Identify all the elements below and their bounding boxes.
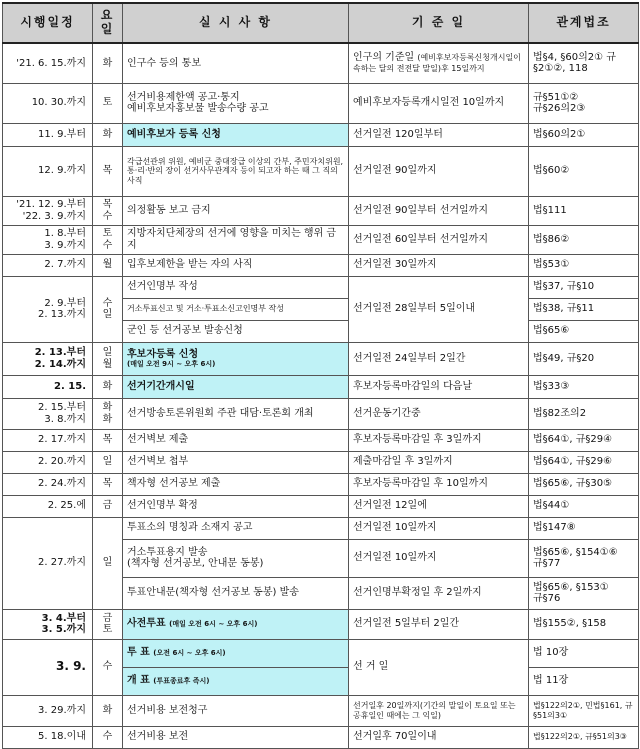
header-law: 관계법조 — [529, 3, 639, 43]
day-line: 수 — [102, 239, 113, 251]
standard-cell: 선거일후 20일까지(기간의 말일이 토요일 또는 공휴일인 때에는 그 익일) — [349, 695, 529, 726]
standard-cell: 선거일전 10일까지 — [349, 539, 529, 577]
day-line: 일 — [102, 309, 113, 320]
day-line: 목 — [102, 199, 113, 210]
table-row — [3, 695, 639, 726]
law-cell: 법§33③ — [529, 375, 639, 398]
item-line: 거소투표용지 발송 — [127, 546, 208, 558]
item-cell: 군인 등 선거공보 발송신청 — [123, 320, 349, 342]
standard-text: 인구의 기준일 — [353, 51, 415, 63]
date-cell: 3. 9. — [3, 639, 93, 695]
day-line: 수 — [102, 210, 113, 222]
date-cell: 11. 9.부터 — [3, 123, 93, 146]
date-cell: 5. 18.이내 — [3, 726, 93, 748]
standard-cell: 후보자등록마감일 후 10일까지 — [349, 473, 529, 495]
table-row — [3, 123, 639, 146]
date-line: '22. 3. 9.까지 — [22, 210, 86, 222]
header-item: 실 시 사 항 — [123, 3, 349, 43]
date-line: 3. 4.부터 — [41, 612, 86, 624]
item-line: 선거비용제한액 공고·통지 — [127, 91, 240, 103]
date-cell: 2. 15. — [3, 375, 93, 398]
date-cell: 2. 27.까지 — [3, 517, 93, 609]
date-cell: 3. 29.까지 — [3, 695, 93, 726]
table-row — [3, 473, 639, 495]
header-date: 시행일정 — [3, 3, 93, 43]
item-line: 예비후보자홍보물 발송수량 공고 — [127, 103, 269, 114]
standard-note: (예비후보자등록신청개시일이 속하는 달의 전전달 말일)후 15일까지 — [353, 52, 521, 74]
day-cell: 토 — [93, 83, 123, 123]
table-row — [3, 276, 639, 298]
day-cell: 목 — [93, 146, 123, 196]
item-cell: 의정활동 보고 금지 — [123, 196, 349, 225]
day-cell: 화 — [93, 375, 123, 398]
standard-cell: 선거일전 12일에 — [349, 495, 529, 517]
election-schedule-table — [2, 2, 639, 749]
day-cell — [93, 276, 123, 342]
standard-cell: 선거일전 5일부터 2일간 — [349, 609, 529, 639]
standard-cell: 선거일전 10일까지 — [349, 517, 529, 539]
standard-cell: 후보자등록마감일의 다음날 — [349, 375, 529, 398]
table-row — [3, 398, 639, 429]
date-line: 3. 9.까지 — [44, 239, 86, 251]
date-cell: 2. 24.까지 — [3, 473, 93, 495]
standard-cell: 선거일전 120일부터 — [349, 123, 529, 146]
standard-cell: 선거인명부확정일 후 2일까지 — [349, 577, 529, 609]
table-row — [3, 451, 639, 473]
item-cell-highlight — [123, 667, 349, 695]
standard-cell: 선거운동기간중 — [349, 398, 529, 429]
date-cell — [3, 609, 93, 639]
standard-cell: 후보자등록마감일 후 3일까지 — [349, 429, 529, 451]
law-cell: 법§4, §60의2① 규§2①②, 118 — [529, 43, 639, 83]
item-note: (매일 오전 6시 ~ 오후 6시) — [169, 620, 258, 629]
item-cell: 선거방송토론위원회 주관 대담·토론회 개최 — [123, 398, 349, 429]
item-cell: 선거벽보 제출 — [123, 429, 349, 451]
table-row — [3, 375, 639, 398]
item-cell: 선거인명부 작성 — [123, 276, 349, 298]
item-cell: 각급선관위 위원, 예비군 중대장급 이상의 간부, 주민자치위원, 통·리·반의 장이 선거사무관계자 등이 되고자 하는 때 그 직의 사직 — [123, 146, 349, 196]
law-cell — [529, 539, 639, 577]
standard-cell: 제출마감일 후 3일까지 — [349, 451, 529, 473]
table-row — [3, 609, 639, 639]
date-cell — [3, 342, 93, 375]
item-cell: 선거비용 보전 — [123, 726, 349, 748]
item-line: (책자형 선거공보, 안내문 동봉) — [127, 558, 264, 569]
law-cell: 법§38, 규§11 — [529, 298, 639, 320]
day-line: 토 — [102, 228, 113, 239]
table-row — [3, 429, 639, 451]
item-cell: 인구수 등의 통보 — [123, 43, 349, 83]
item-cell — [123, 83, 349, 123]
law-cell: 법§65⑥, 규§30⑤ — [529, 473, 639, 495]
law-cell: 법§86② — [529, 225, 639, 254]
item-cell: 선거비용 보전청구 — [123, 695, 349, 726]
standard-cell — [349, 43, 529, 83]
day-line: 일 — [102, 347, 113, 358]
day-cell: 목 — [93, 473, 123, 495]
table-row — [3, 43, 639, 83]
law-cell: 법§60의2① — [529, 123, 639, 146]
law-cell: 법§122의2①, 규§51의3③ — [529, 726, 639, 748]
law-line: 법§65⑥, §153① — [533, 581, 609, 593]
standard-cell: 예비후보자등록개시일전 10일까지 — [349, 83, 529, 123]
item-cell: 책자형 선거공보 제출 — [123, 473, 349, 495]
day-cell: 목 — [93, 429, 123, 451]
date-cell — [3, 276, 93, 342]
law-cell: 법§147⑧ — [529, 517, 639, 539]
law-cell: 법§49, 규§20 — [529, 342, 639, 375]
date-cell: 10. 30.까지 — [3, 83, 93, 123]
standard-cell: 선거일전 60일부터 선거일까지 — [349, 225, 529, 254]
law-cell: 법§53① — [529, 254, 639, 276]
day-cell: 화 — [93, 123, 123, 146]
table-row — [3, 146, 639, 196]
law-cell — [529, 577, 639, 609]
item-cell: 선거벽보 첩부 — [123, 451, 349, 473]
date-cell: 2. 20.까지 — [3, 451, 93, 473]
law-cell: 법§37, 규§10 — [529, 276, 639, 298]
day-cell — [93, 398, 123, 429]
table-row — [3, 254, 639, 276]
item-line: 투 표 — [127, 647, 150, 659]
item-cell — [123, 539, 349, 577]
date-cell: '21. 6. 15.까지 — [3, 43, 93, 83]
table-row — [3, 342, 639, 375]
day-cell — [93, 342, 123, 375]
table-row — [3, 196, 639, 225]
table-row — [3, 639, 639, 667]
day-cell: 금 — [93, 495, 123, 517]
date-cell — [3, 196, 93, 225]
date-cell: 2. 25.에 — [3, 495, 93, 517]
law-cell: 법§44① — [529, 495, 639, 517]
day-cell — [93, 196, 123, 225]
header-row — [3, 3, 639, 43]
date-line: 2. 13.부터 — [34, 347, 86, 358]
date-line: 2. 15.부터 — [38, 402, 86, 413]
date-line: 2. 13.까지 — [38, 309, 86, 320]
day-cell: 일 — [93, 451, 123, 473]
law-cell: 법§111 — [529, 196, 639, 225]
standard-cell: 선거일전 28일부터 5일이내 — [349, 276, 529, 342]
day-cell — [93, 609, 123, 639]
law-line: 법§65⑥, §154①⑥ — [533, 546, 618, 558]
standard-cell: 선 거 일 — [349, 639, 529, 695]
table-row — [3, 517, 639, 539]
table-row — [3, 225, 639, 254]
standard-cell: 선거일전 90일부터 선거일까지 — [349, 196, 529, 225]
table-row — [3, 726, 639, 748]
day-cell: 일 — [93, 517, 123, 609]
law-cell: 법§122의2①, 민법§161, 규§51의3① — [529, 695, 639, 726]
item-cell-highlight — [123, 342, 349, 375]
law-cell: 법 11장 — [529, 667, 639, 695]
law-cell: 법 10장 — [529, 639, 639, 667]
item-line: 후보자등록 신청 — [127, 348, 199, 360]
law-line: 규§51①② — [533, 91, 579, 103]
date-cell: 12. 9.까지 — [3, 146, 93, 196]
item-line: 사전투표 — [127, 618, 166, 630]
date-cell — [3, 225, 93, 254]
day-line: 금 — [102, 612, 113, 624]
date-line: 3. 8.까지 — [44, 413, 86, 425]
item-note: (투표종료후 즉시) — [153, 677, 210, 686]
day-line: 월 — [102, 358, 113, 370]
law-cell: 법§155②, §158 — [529, 609, 639, 639]
day-line: 화 — [102, 413, 113, 425]
table-row — [3, 83, 639, 123]
law-cell: 법§64①, 규§29④ — [529, 429, 639, 451]
standard-cell: 선거일전 90일까지 — [349, 146, 529, 196]
law-cell: 법§60② — [529, 146, 639, 196]
item-line: 개 표 — [127, 675, 150, 687]
item-cell: 투표안내문(책자형 선거공보 동봉) 발송 — [123, 577, 349, 609]
day-line: 수 — [102, 297, 113, 309]
law-cell — [529, 83, 639, 123]
day-cell — [93, 225, 123, 254]
day-cell: 수 — [93, 639, 123, 695]
date-line: 2. 9.부터 — [44, 297, 86, 309]
standard-cell: 선거일전 24일부터 2일간 — [349, 342, 529, 375]
law-cell: 법§64①, 규§29⑥ — [529, 451, 639, 473]
date-line: 3. 5.까지 — [41, 624, 86, 635]
day-cell: 화 — [93, 43, 123, 83]
item-cell: 선거인명부 확정 — [123, 495, 349, 517]
law-cell: 법§82조의2 — [529, 398, 639, 429]
day-cell: 화 — [93, 695, 123, 726]
date-line: 2. 14.까지 — [34, 358, 86, 370]
date-cell — [3, 398, 93, 429]
header-day: 요일 — [93, 3, 123, 43]
item-note: (매일 오전 9시 ~ 오후 6시) — [127, 360, 216, 369]
item-cell-highlight — [123, 639, 349, 667]
item-cell-highlight — [123, 609, 349, 639]
date-cell: 2. 7.까지 — [3, 254, 93, 276]
standard-cell: 선거일전 30일까지 — [349, 254, 529, 276]
law-line: 규§76 — [533, 593, 561, 604]
item-cell-highlight: 예비후보자 등록 신청 — [123, 123, 349, 146]
day-line: 화 — [102, 402, 113, 413]
day-cell: 월 — [93, 254, 123, 276]
law-line: 규§26의2③ — [533, 103, 586, 114]
header-standard: 기 준 일 — [349, 3, 529, 43]
date-cell: 2. 17.까지 — [3, 429, 93, 451]
law-line: 규§77 — [533, 558, 561, 569]
date-line: 1. 8.부터 — [44, 228, 86, 239]
standard-cell: 선거일후 70일이내 — [349, 726, 529, 748]
item-note: (오전 6시 ~ 오후 6시) — [153, 649, 226, 658]
item-cell: 지방자치단체장의 선거에 영향을 미치는 행위 금지 — [123, 225, 349, 254]
day-cell: 수 — [93, 726, 123, 748]
table-row — [3, 495, 639, 517]
day-line: 토 — [102, 624, 113, 635]
item-cell: 입후보제한을 받는 자의 사직 — [123, 254, 349, 276]
item-cell: 투표소의 명칭과 소재지 공고 — [123, 517, 349, 539]
date-line: '21. 12. 9.부터 — [16, 199, 86, 210]
item-cell-highlight: 선거기간개시일 — [123, 375, 349, 398]
law-cell: 법§65⑥ — [529, 320, 639, 342]
item-cell: 거소투표신고 및 거소·투표소신고인명부 작성 — [123, 298, 349, 320]
